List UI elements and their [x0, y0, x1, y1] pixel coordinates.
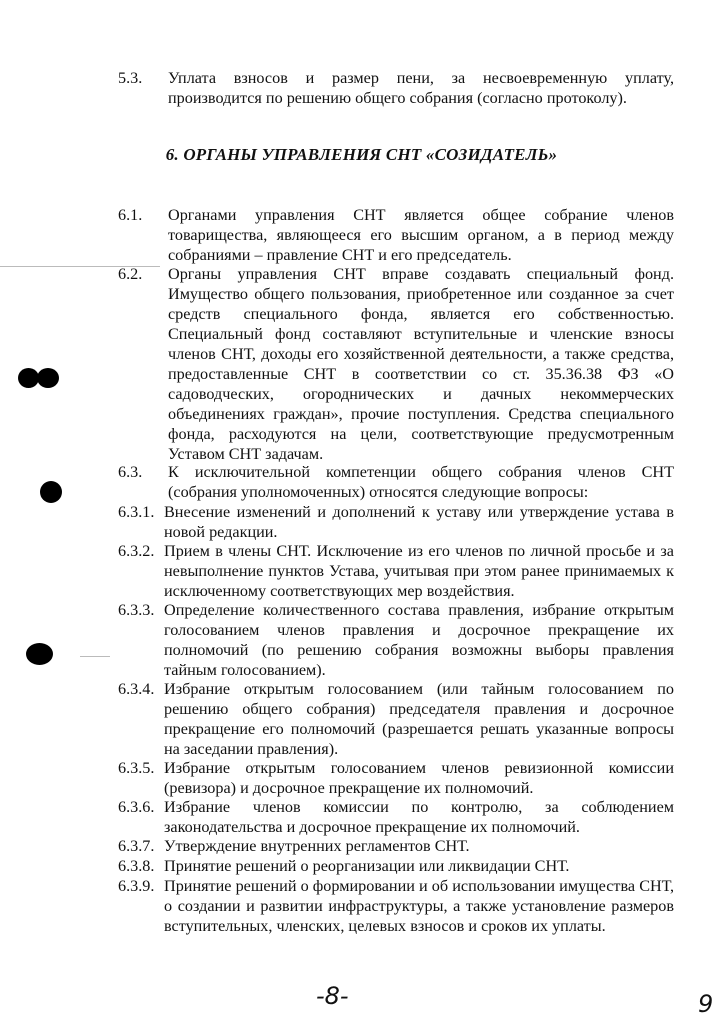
clause-number: 6.3.9.	[118, 877, 155, 895]
clause-text: Принятие решений о формировании и об использовании имущества СНТ, о создании и развитии инфраструктуры, а также установление размеров вступительных, членских, целевых взносов и сроков их уплаты.	[164, 877, 674, 935]
corner-page-mark: 9	[698, 990, 714, 1018]
clause-text: Прием в члены СНТ. Исключение из его членов по личной просьбе и за невыполнение пунктов Устава, учитывая при этом ранее принимаемых к исключенному соответствующих мер воздействия.	[164, 542, 674, 600]
clause-6-3-6	[118, 797, 674, 837]
clause-number: 6.3.5.	[118, 759, 155, 777]
clause-6-3-8	[118, 856, 674, 876]
clause-number: 6.2.	[118, 265, 143, 283]
clause-number: 6.3.	[118, 463, 143, 481]
page-number: -8-	[316, 982, 349, 1010]
clause-text: Внесение изменений и дополнений к уставу или утверждение устава в новой редакции.	[164, 503, 674, 541]
clause-text: Избрание открытым голосованием (или тайным голосованием по решению общего собрания) председателя правления и досрочное прекращение его полномочий (разрешается решать указанные вопросы на заседании правления).	[164, 680, 674, 758]
clause-text: Органы управления СНТ вправе создавать специальный фонд. Имущество общего пользования, приобретенное или созданное за счет средств специального фонда, является его собственностью. Специальный фонд составляют вступительные и членские взносы членов СНТ, доходы его хозяйственной деятельности, а также средства, предоставленные СНТ в соответствии со ст. 35.36.38 ФЗ «О садоводческих, огороднических и дачных некоммерческих объединениях граждан», прочие поступления. Средства специального фонда, расходуются на цели, соответствующие предусмотренным Уставом СНТ задачам.	[168, 265, 674, 463]
clause-6-3-2	[118, 541, 674, 601]
clause-6-3-4	[118, 679, 674, 759]
clause-6-3-1	[118, 502, 674, 542]
clause-text: Утверждение внутренних регламентов СНТ.	[164, 837, 470, 855]
clause-6-3-9	[118, 876, 674, 936]
clause-text: Избрание открытым голосованием членов ревизионной комиссии (ревизора) и досрочное прекращение их полномочий.	[164, 759, 674, 797]
clause-number: 6.3.2.	[118, 542, 155, 560]
clause-text: Органами управления СНТ является общее собрание членов товарищества, являющееся его высшим органом, а в период между собраниями – правление СНТ и его председатель.	[168, 206, 674, 264]
scan-line	[80, 656, 110, 657]
clause-6-3-3	[118, 600, 674, 680]
section-heading: 6. ОРГАНЫ УПРАВЛЕНИЯ СНТ «СОЗИДАТЕЛЬ»	[165, 145, 558, 164]
clause-6-2	[118, 264, 674, 464]
punch-hole	[26, 643, 53, 665]
punch-hole	[40, 481, 62, 503]
clause-6-3	[118, 462, 674, 502]
clause-text: К исключительной компетенции общего собрания членов СНТ (собрания уполномоченных) относятся следующие вопросы:	[168, 463, 674, 501]
punch-hole	[37, 368, 59, 388]
clause-text: Определение количественного состава правления, избрание открытым голосованием членов правления и досрочное прекращение их полномочий (по решению собрания возможны выборы правления тайным голосованием).	[164, 601, 674, 679]
clause-6-1	[118, 205, 674, 265]
clause-6-3-7	[118, 836, 674, 856]
clause-text: Уплата взносов и размер пени, за несвоевременную уплату, производится по решению общего собрания (согласно протоколу).	[168, 69, 674, 107]
clause-number: 5.3.	[118, 69, 143, 87]
clause-text: Избрание членов комиссии по контролю, за соблюдением законодательства и досрочное прекращение их полномочий.	[164, 798, 674, 836]
clause-6-3-5	[118, 758, 674, 798]
clause-number: 6.3.7.	[118, 837, 155, 855]
clause-number: 6.3.4.	[118, 680, 155, 698]
clause-number: 6.3.8.	[118, 857, 155, 875]
clause-number: 6.3.3.	[118, 601, 155, 619]
clause-number: 6.1.	[118, 206, 143, 224]
clause-text: Принятие решений о реорганизации или ликвидации СНТ.	[164, 857, 570, 875]
clause-number: 6.3.1.	[118, 503, 155, 521]
clause-number: 6.3.6.	[118, 798, 155, 816]
punch-hole	[18, 368, 39, 388]
clause-5-3	[118, 68, 674, 108]
